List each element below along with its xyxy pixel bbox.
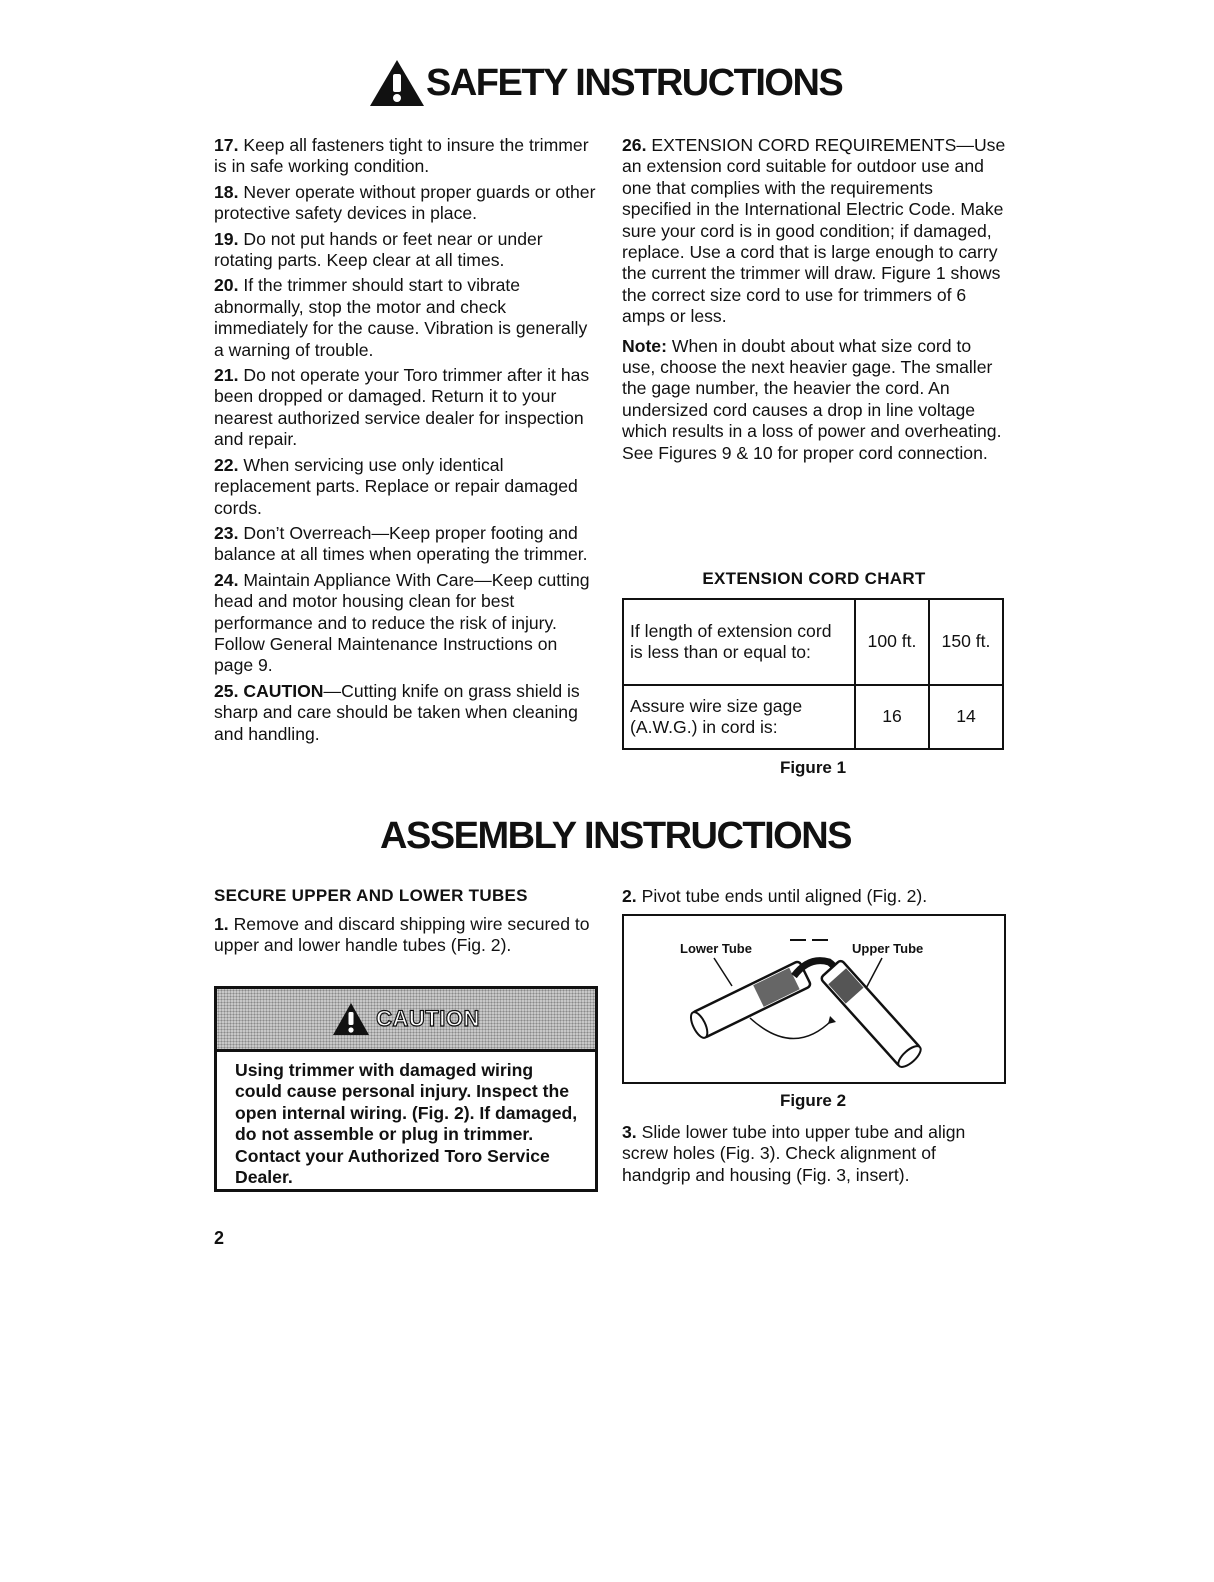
table-cell: 150 ft. [929, 599, 1003, 685]
caution-text: Using trimmer with damaged wiring could cause personal injury. Inspect the open internal wiring. (Fig. 2). If damaged, do not assemble or plug in trimmer. Contact your Authorized Toro Service Dealer. [235, 1060, 578, 1188]
upper-tube-label: Upper Tube [852, 941, 924, 956]
table-cell: 100 ft. [855, 599, 929, 685]
list-item: 19. Do not put hands or feet near or under rotating parts. Keep clear at all times. [214, 228, 543, 271]
list-item: 20. If the trimmer should start to vibrate abnormally, stop the motor and check immediately for the cause. Vibration is generally a warning of trouble. [214, 275, 588, 360]
safety-items-right [622, 135, 1006, 468]
table-row [623, 599, 1003, 685]
figure1-caption: Figure 1 [779, 758, 847, 777]
safety-heading [368, 58, 842, 108]
step-3: 3. Slide lower tube into upper tube and align screw holes (Fig. 3). Check alignment of handgrip and housing (Fig. 3, insert). [622, 1122, 966, 1185]
step-2: 2. Pivot tube ends until aligned (Fig. 2). [622, 886, 928, 906]
list-item: 17. Keep all fasteners tight to insure the trimmer is in safe working condition. [214, 135, 589, 177]
step-1: 1. Remove and discard shipping wire secured to upper and lower handle tubes (Fig. 2). [214, 914, 590, 956]
chart-title: EXTENSION CORD CHART [702, 569, 926, 588]
safety-items-left [214, 135, 599, 749]
lower-tube-label: Lower Tube [680, 941, 752, 956]
assembly-title: ASSEMBLY INSTRUCTIONS [380, 815, 852, 857]
figure2-caption: Figure 2 [779, 1091, 847, 1110]
warning-triangle-icon [332, 1002, 370, 1036]
table-cell: 16 [855, 685, 929, 749]
list-item: 22. When servicing use only identical replacement parts. Replace or repair damaged cords. [214, 454, 578, 518]
table-cell: If length of extension cord is less than or equal to: [623, 599, 855, 685]
tubes-illustration [624, 916, 1004, 1082]
warning-triangle-icon [368, 58, 426, 108]
extension-cord-table [622, 598, 1004, 750]
secure-tubes-subhead: SECURE UPPER AND LOWER TUBES [214, 886, 528, 905]
table-row [623, 685, 1003, 749]
caution-box [214, 986, 598, 1192]
table-cell: Assure wire size gage (A.W.G.) in cord is: [623, 685, 855, 749]
list-item: 26. EXTENSION CORD REQUIREMENTS—Use an extension cord suitable for outdoor use and one that complies with the requirements specified in the International Electric Code. Make sure your cord is in good condition; if damaged, replace. Use a cord that is large enough to carry the current the trimmer will draw. Figure 1 shows the correct size cord to use for trimmers of 6 amps or less. [622, 135, 1006, 327]
list-item: 18. Never operate without proper guards or other protective safety devices in place. [214, 181, 596, 224]
safety-title: SAFETY INSTRUCTIONS [426, 61, 843, 104]
list-item: 23. Don’t Overreach—Keep proper footing and balance at all times when operating the trimmer. [214, 522, 588, 565]
caution-header [217, 989, 595, 1052]
caution-label: CAUTION [376, 1006, 480, 1031]
note-paragraph: Note: When in doubt about what size cord to use, choose the next heavier gage. The smaller the gage number, the heavier the cord. An undersized cord causes a drop in line voltage which results in a loss of power and overheating. See Figures 9 & 10 for proper cord connection. [622, 335, 1002, 463]
list-item: 21. Do not operate your Toro trimmer after it has been dropped or damaged. Return it to your nearest authorized service dealer for inspection and repair. [214, 365, 590, 450]
figure2-box [622, 914, 1006, 1084]
table-cell: 14 [929, 685, 1003, 749]
list-item: 24. Maintain Appliance With Care—Keep cutting head and motor housing clean for best performance and to reduce the risk of injury. Follow General Maintenance Instructions on page 9. [214, 569, 590, 676]
page-number: 2 [214, 1228, 225, 1248]
list-item: 25. CAUTION—Cutting knife on grass shield is sharp and care should be taken when cleaning and handling. [214, 680, 580, 744]
